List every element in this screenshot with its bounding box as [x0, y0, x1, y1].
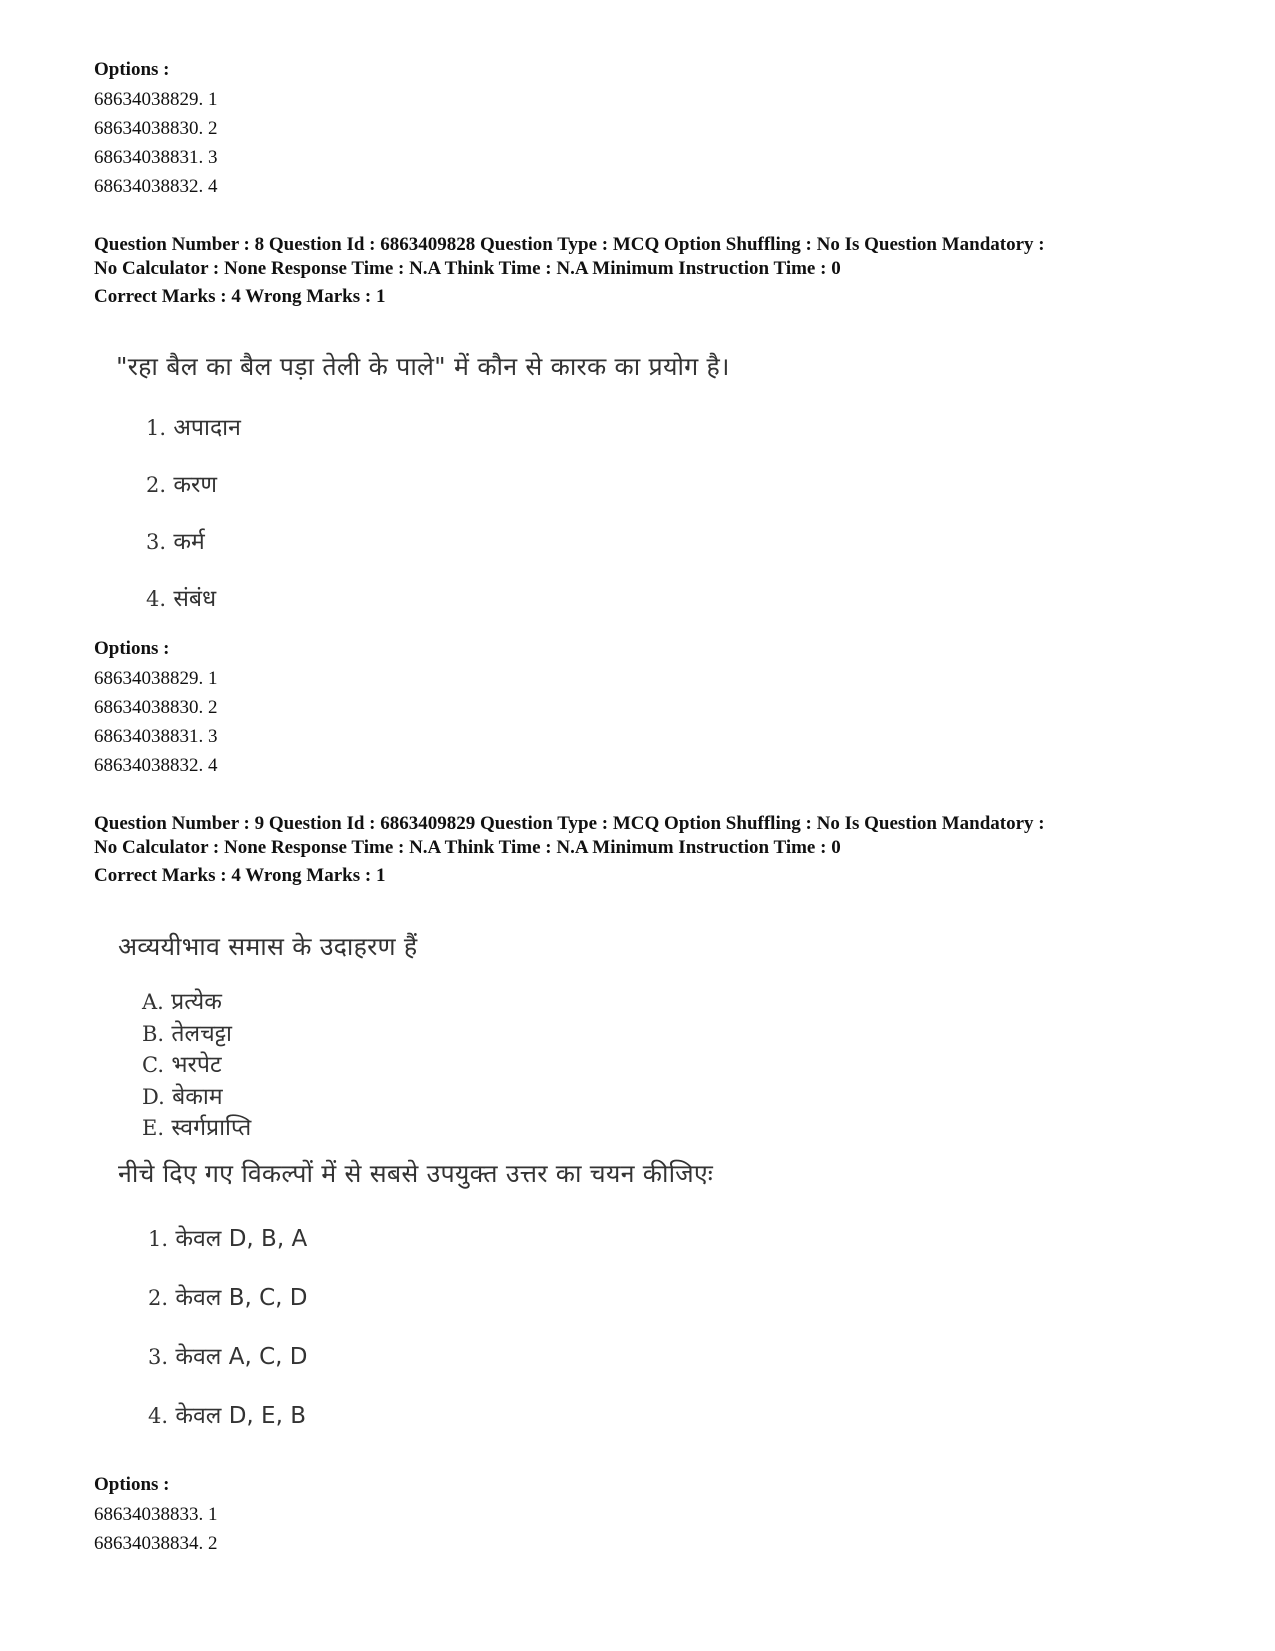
choice-text: केवल D, B, A — [175, 1226, 308, 1252]
q9-instruction-box — [118, 1157, 818, 1191]
q8-options-block — [94, 637, 1214, 780]
question-stem: "रहा बैल का बैल पड़ा तेली के पाले" में कौन से कारक का प्रयोग है। — [116, 352, 730, 381]
question-instruction: नीचे दिए गए विकल्पों में से सबसे उपयुक्त उत्तर का चयन कीजिएः — [118, 1159, 713, 1188]
question-meta-line: Question Number : 9 Question Id : 6863409829 Question Type : MCQ Option Shuffling : No Is Question Mandatory : — [94, 813, 1045, 834]
q8-choice-2 — [146, 469, 217, 501]
option-id-line: 68634038834. 2 — [94, 1533, 218, 1554]
statement-item: A. प्रत्येक — [142, 989, 222, 1015]
question-meta-line: Question Number : 8 Question Id : 6863409828 Question Type : MCQ Option Shuffling : No Is Question Mandatory : — [94, 234, 1045, 255]
q9-meta — [94, 812, 1214, 907]
options-heading: Options : — [94, 638, 170, 659]
q9-choice-4 — [148, 1400, 306, 1432]
q9-statements — [142, 987, 251, 1145]
option-id-line: 68634038830. 2 — [94, 118, 218, 139]
q8-choice-1 — [146, 412, 241, 444]
choice-number: 1. — [148, 1227, 169, 1251]
q8-question-image — [116, 350, 816, 384]
option-id-line: 68634038830. 2 — [94, 697, 218, 718]
question-marks: Correct Marks : 4 Wrong Marks : 1 — [94, 286, 386, 307]
choice-number: 3. — [148, 1345, 169, 1369]
question-stem: अव्ययीभाव समास के उदाहरण हैं — [118, 932, 418, 961]
option-id-line: 68634038832. 4 — [94, 176, 218, 197]
choice-text: करण — [173, 472, 218, 498]
choice-text: संबंध — [173, 586, 217, 612]
q8-choice-4 — [146, 583, 216, 615]
choice-number: 4. — [148, 1404, 169, 1428]
option-id-line: 68634038833. 1 — [94, 1504, 218, 1525]
options-heading: Options : — [94, 59, 170, 80]
choice-text: कर्म — [173, 529, 205, 555]
q8-choice-3 — [146, 526, 205, 558]
choice-text: केवल A, C, D — [175, 1344, 308, 1370]
choice-number: 2. — [148, 1286, 169, 1310]
q9-choice-3 — [148, 1341, 307, 1373]
question-meta-line: No Calculator : None Response Time : N.A Think Time : N.A Minimum Instruction Time : 0 — [94, 837, 841, 858]
q9-choice-2 — [148, 1282, 308, 1314]
statement-item: B. तेलचट्टा — [142, 1020, 232, 1047]
option-id-line: 68634038831. 3 — [94, 147, 218, 168]
choice-text: केवल B, C, D — [175, 1285, 308, 1311]
statement-item: D. बेकाम — [142, 1083, 223, 1110]
option-id-line: 68634038829. 1 — [94, 89, 218, 110]
choice-number: 3. — [146, 530, 167, 554]
choice-number: 1. — [146, 416, 167, 440]
question-marks: Correct Marks : 4 Wrong Marks : 1 — [94, 865, 386, 886]
option-id-line: 68634038831. 3 — [94, 726, 218, 747]
choice-text: केवल D, E, B — [175, 1403, 306, 1429]
option-id-line: 68634038829. 1 — [94, 668, 218, 689]
choice-number: 2. — [146, 473, 167, 497]
q7-options-block — [94, 58, 1214, 201]
q9-options-block — [94, 1473, 1214, 1558]
choice-text: अपादान — [173, 415, 241, 441]
statement-item: E. स्वर्गप्राप्ति — [142, 1115, 252, 1141]
statement-item: C. भरपेट — [142, 1052, 222, 1078]
option-id-line: 68634038832. 4 — [94, 755, 218, 776]
q8-meta — [94, 233, 1214, 328]
question-meta-line: No Calculator : None Response Time : N.A Think Time : N.A Minimum Instruction Time : 0 — [94, 258, 841, 279]
choice-number: 4. — [146, 587, 167, 611]
options-heading: Options : — [94, 1474, 170, 1495]
q9-question-stem-box — [118, 930, 618, 964]
q9-choice-1 — [148, 1223, 307, 1255]
